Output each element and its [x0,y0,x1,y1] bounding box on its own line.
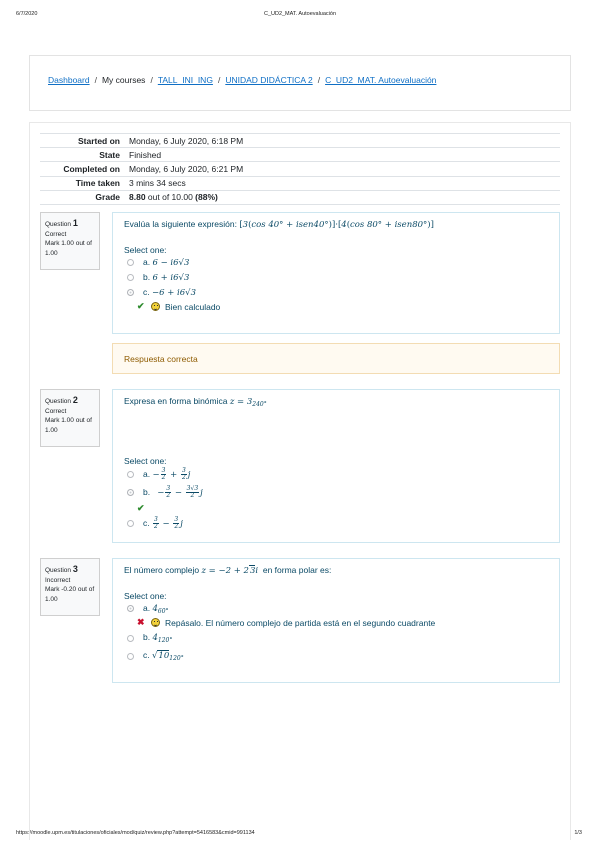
check-icon: ✔ [137,502,145,513]
question-mark: Mark -0.20 out of 1.00 [45,586,95,603]
question-text: Evalúa la siguiente expresión: [3(cos 40° + isen40°)]·[4(cos 80° + isen80°)] [124,219,434,230]
answer-feedback: ✖ Repásalo. El número complejo de partida está en el segundo cuadrante [137,617,436,628]
question-2-formula: $z = 3_{240^\circ}$ [229,397,267,408]
summary-grade-value [124,190,560,204]
answer-feedback: ✔ Bien calculado [137,301,221,312]
radio-icon[interactable] [127,471,134,478]
breadcrumb-my-courses: My courses [101,75,146,85]
breadcrumb-separator: / [217,75,221,85]
question-text: Expresa en forma binómica $z = 3_{240^\circ}$ [124,396,267,408]
radio-icon[interactable] [127,520,134,527]
answer-option-c[interactable]: c. $\frac{3}{2}$ − $\frac{3}{2}$ j [124,515,548,533]
radio-icon[interactable] [127,653,134,660]
breadcrumb-quiz-link[interactable]: C_UD2_MAT. Autoevaluación [325,75,437,85]
radio-icon[interactable] [127,289,134,296]
select-one-label: Select one: [124,455,167,466]
print-header-date: 6/7/2020 [16,11,38,17]
answer-option-a[interactable]: a. $4_{60^\circ}$ [124,601,548,616]
radio-icon[interactable] [127,274,134,281]
breadcrumb-separator: / [94,75,97,85]
grade-percent: (88%) [195,192,218,203]
question-1-formulation [112,212,560,334]
question-2-info [40,389,100,447]
sad-face-icon [151,618,160,627]
question-text: El número complejo z = −2 + 23i en forma polar es: [124,565,332,576]
radio-icon[interactable] [127,605,134,612]
breadcrumb-separator: / [317,75,321,85]
summary-row-time [40,176,560,190]
question-state: Correct [45,408,67,416]
summary-key: Grade [40,190,124,204]
check-icon: ✔ [137,301,145,312]
select-one-label: Select one: [124,591,167,602]
answer-formula: $4_{120^\circ}$ [152,633,173,645]
answer-option-c[interactable]: c. −6 + i6√3 [124,285,548,300]
question-2-formulation [112,389,560,543]
radio-icon[interactable] [127,489,134,496]
answer-feedback [137,502,548,515]
summary-key: Time taken [40,176,124,190]
answer-option-b[interactable]: b. $4_{120^\circ}$ [124,629,548,647]
breadcrumb-separator: / [150,75,153,85]
answer-formula: 6 + i6√3 [152,273,190,284]
summary-value: Monday, 6 July 2020, 6:21 PM [124,162,560,176]
summary-key: Started on [40,134,124,148]
select-one-label: Select one: [124,245,167,256]
question-1-formula: [3(cos 40° + isen40°)]·[4(cos 80° + isen80°)] [239,220,434,230]
smiley-icon [151,302,160,311]
summary-value: Monday, 6 July 2020, 6:18 PM [124,134,560,148]
breadcrumb-panel [29,55,571,111]
grade-out-of: out of 10.00 [145,192,196,203]
answer-option-a[interactable]: a. 6 − i6√3 [124,255,548,270]
radio-icon[interactable] [127,259,134,266]
question-label: Question [45,567,72,574]
attempt-summary-table [40,133,560,205]
question-label: Question [45,221,72,228]
answer-option-c[interactable]: c. $√10_{120^\circ}$ [124,647,548,665]
answer-formula: 6 − i6√3 [152,258,190,269]
print-header-title: C_UD2_MAT. Autoevaluación [263,11,337,17]
answer-formula: − $\frac{3}{2}$ − $\frac{3√3}{2}$ j [157,485,203,500]
answer-formula: $\frac{3}{2}$ − $\frac{3}{2}$ j [154,516,183,531]
question-mark: Mark 1.00 out of 1.00 [45,417,92,434]
summary-value: Finished [124,148,560,162]
print-footer-url: https://moodle.upm.es/titulaciones/oficiales/mod/quiz/review.php?attempt=5416583&cmid=991134 [16,830,255,836]
question-state: Incorrect [45,577,71,585]
question-number: 2 [72,395,78,405]
summary-value: 3 mins 34 secs [124,176,560,190]
answer-option-b[interactable]: b. − $\frac{3}{2}$ − $\frac{3√3}{2}$ j [124,484,548,502]
answer-option-a[interactable]: a. − $\frac{3}{2}$ + $\frac{3}{2}$ j [124,466,548,484]
summary-row-state [40,148,560,162]
question-3-formulation [112,558,560,683]
answer-formula: − $\frac{3}{2}$ + $\frac{3}{2}$ j [152,467,191,482]
breadcrumb-unit-link[interactable]: UNIDAD DIDÁCTICA 2 [225,75,313,85]
answer-formula: $4_{60^\circ}$ [152,603,169,615]
question-3-formula: z = −2 + 23i [201,566,259,576]
print-footer-page: 1/3 [574,830,582,836]
question-state: Correct [45,231,67,239]
summary-row-grade [40,190,560,204]
general-feedback: Respuesta correcta [112,343,560,374]
question-mark: Mark 1.00 out of 1.00 [45,240,92,257]
summary-row-started [40,134,560,148]
grade-score: 8.80 [129,192,146,203]
breadcrumb-dashboard-link[interactable]: Dashboard [48,75,90,85]
question-number: 1 [72,218,78,228]
answer-option-b[interactable]: b. 6 + i6√3 [124,270,548,285]
cross-icon: ✖ [137,617,145,628]
question-label: Question [45,398,72,405]
breadcrumb-course-link[interactable]: TALL_INI_ING [157,75,213,85]
summary-key: Completed on [40,162,124,176]
answer-formula: $√10_{120^\circ}$ [152,651,184,663]
summary-key: State [40,148,124,162]
radio-icon[interactable] [127,635,134,642]
question-number: 3 [72,564,78,574]
answer-formula: −6 + i6√3 [152,288,197,299]
question-1-info [40,212,100,270]
summary-row-completed [40,162,560,176]
question-3-info [40,558,100,616]
breadcrumb [48,75,436,85]
